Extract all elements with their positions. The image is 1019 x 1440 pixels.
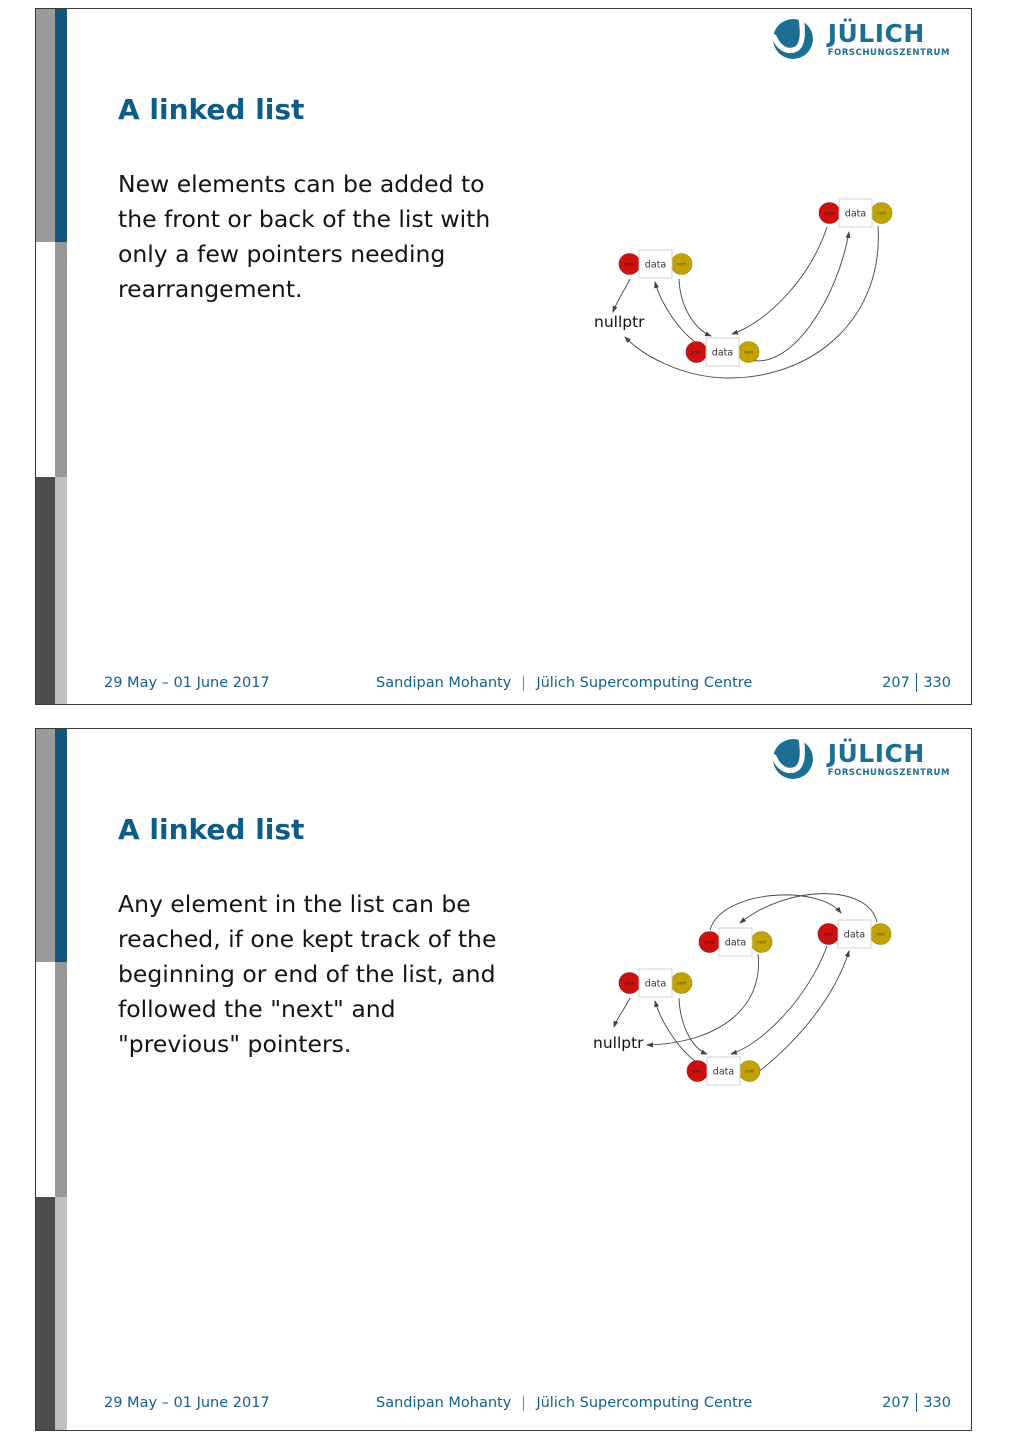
svg-text:data: data <box>644 259 667 271</box>
svg-text:next: next <box>875 931 886 937</box>
svg-text:data: data <box>712 1066 735 1078</box>
slide-body <box>118 167 490 307</box>
sidebar-outer-mid-segment <box>36 962 55 1197</box>
footer-page-numbers <box>882 1393 951 1412</box>
footer-center <box>376 1395 752 1411</box>
julich-logo-text <box>828 738 950 778</box>
julich-logo <box>772 738 950 780</box>
footer-date: 29 May – 01 June 2017 <box>104 675 270 691</box>
julich-logo <box>772 18 950 60</box>
svg-text:prev: prev <box>624 261 635 267</box>
footer-page-divider <box>916 673 918 692</box>
svg-text:prev: prev <box>624 980 635 986</box>
linked-list-diagram <box>546 876 972 1166</box>
linked-list-diagram <box>546 166 972 461</box>
svg-text:nullptr: nullptr <box>593 1034 644 1052</box>
sidebar-outer-top-segment <box>36 9 55 242</box>
footer-institute: Jülich Supercomputing Centre <box>536 1395 753 1411</box>
body-line: beginning or end of the list, and <box>118 960 496 988</box>
footer-page-divider <box>916 1393 918 1412</box>
logo-subtitle: FORSCHUNGSZENTRUM <box>827 48 950 59</box>
svg-text:prev: prev <box>692 1068 703 1074</box>
body-line: followed the "next" and <box>118 995 396 1023</box>
slide-body <box>118 887 496 1062</box>
logo-subtitle: FORSCHUNGSZENTRUM <box>827 768 950 779</box>
julich-logo-text <box>828 18 950 58</box>
footer-page-numbers <box>882 673 951 692</box>
footer-center <box>376 675 752 691</box>
page-title: A linked list <box>118 93 305 126</box>
svg-text:prev: prev <box>704 939 715 945</box>
svg-text:next: next <box>743 349 754 355</box>
sidebar-outer-mid-segment <box>36 242 55 477</box>
footer-separator <box>523 1396 524 1411</box>
slide-1 <box>35 8 972 705</box>
svg-text:next: next <box>756 939 767 945</box>
body-line: the front or back of the list with <box>118 205 491 233</box>
sidebar-inner-mid-segment <box>55 242 67 477</box>
footer-total: 330 <box>923 674 951 691</box>
svg-text:data: data <box>724 937 747 949</box>
slide-2 <box>35 728 972 1431</box>
footer-author: Sandipan Mohanty <box>376 675 512 691</box>
svg-text:next: next <box>744 1068 755 1074</box>
footer-total: 330 <box>923 1394 951 1411</box>
svg-text:prev: prev <box>823 931 834 937</box>
body-line: rearrangement. <box>118 275 303 303</box>
footer-institute: Jülich Supercomputing Centre <box>536 675 753 691</box>
body-line: "previous" pointers. <box>118 1030 352 1058</box>
body-line: only a few pointers needing <box>118 240 446 268</box>
footer <box>36 669 971 699</box>
svg-text:prev: prev <box>691 349 702 355</box>
svg-text:next: next <box>676 261 687 267</box>
footer-separator <box>523 676 524 691</box>
footer-date: 29 May – 01 June 2017 <box>104 1395 270 1411</box>
svg-text:data: data <box>644 978 667 990</box>
footer-author: Sandipan Mohanty <box>376 1395 512 1411</box>
svg-text:next: next <box>676 980 687 986</box>
julich-logo-icon <box>772 18 814 60</box>
svg-text:data: data <box>711 347 734 359</box>
svg-text:data: data <box>843 929 866 941</box>
svg-text:prev: prev <box>824 210 835 216</box>
julich-logo-icon <box>772 738 814 780</box>
footer-page: 207 <box>882 1394 910 1411</box>
svg-text:nullptr: nullptr <box>594 313 645 331</box>
logo-brand: JÜLICH <box>827 739 925 768</box>
body-line: reached, if one kept track of the <box>118 925 497 953</box>
body-line: Any element in the list can be <box>118 890 471 918</box>
sidebar-inner-mid-segment <box>55 962 67 1197</box>
body-line: New elements can be added to <box>118 170 485 198</box>
sidebar-inner-top-segment <box>55 729 67 962</box>
page-title: A linked list <box>118 813 305 846</box>
svg-text:next: next <box>876 210 887 216</box>
footer-page: 207 <box>882 674 910 691</box>
sidebar-inner-top-segment <box>55 9 67 242</box>
svg-text:data: data <box>844 208 867 220</box>
logo-brand: JÜLICH <box>827 19 925 48</box>
footer <box>36 1389 971 1419</box>
sidebar-outer-top-segment <box>36 729 55 962</box>
